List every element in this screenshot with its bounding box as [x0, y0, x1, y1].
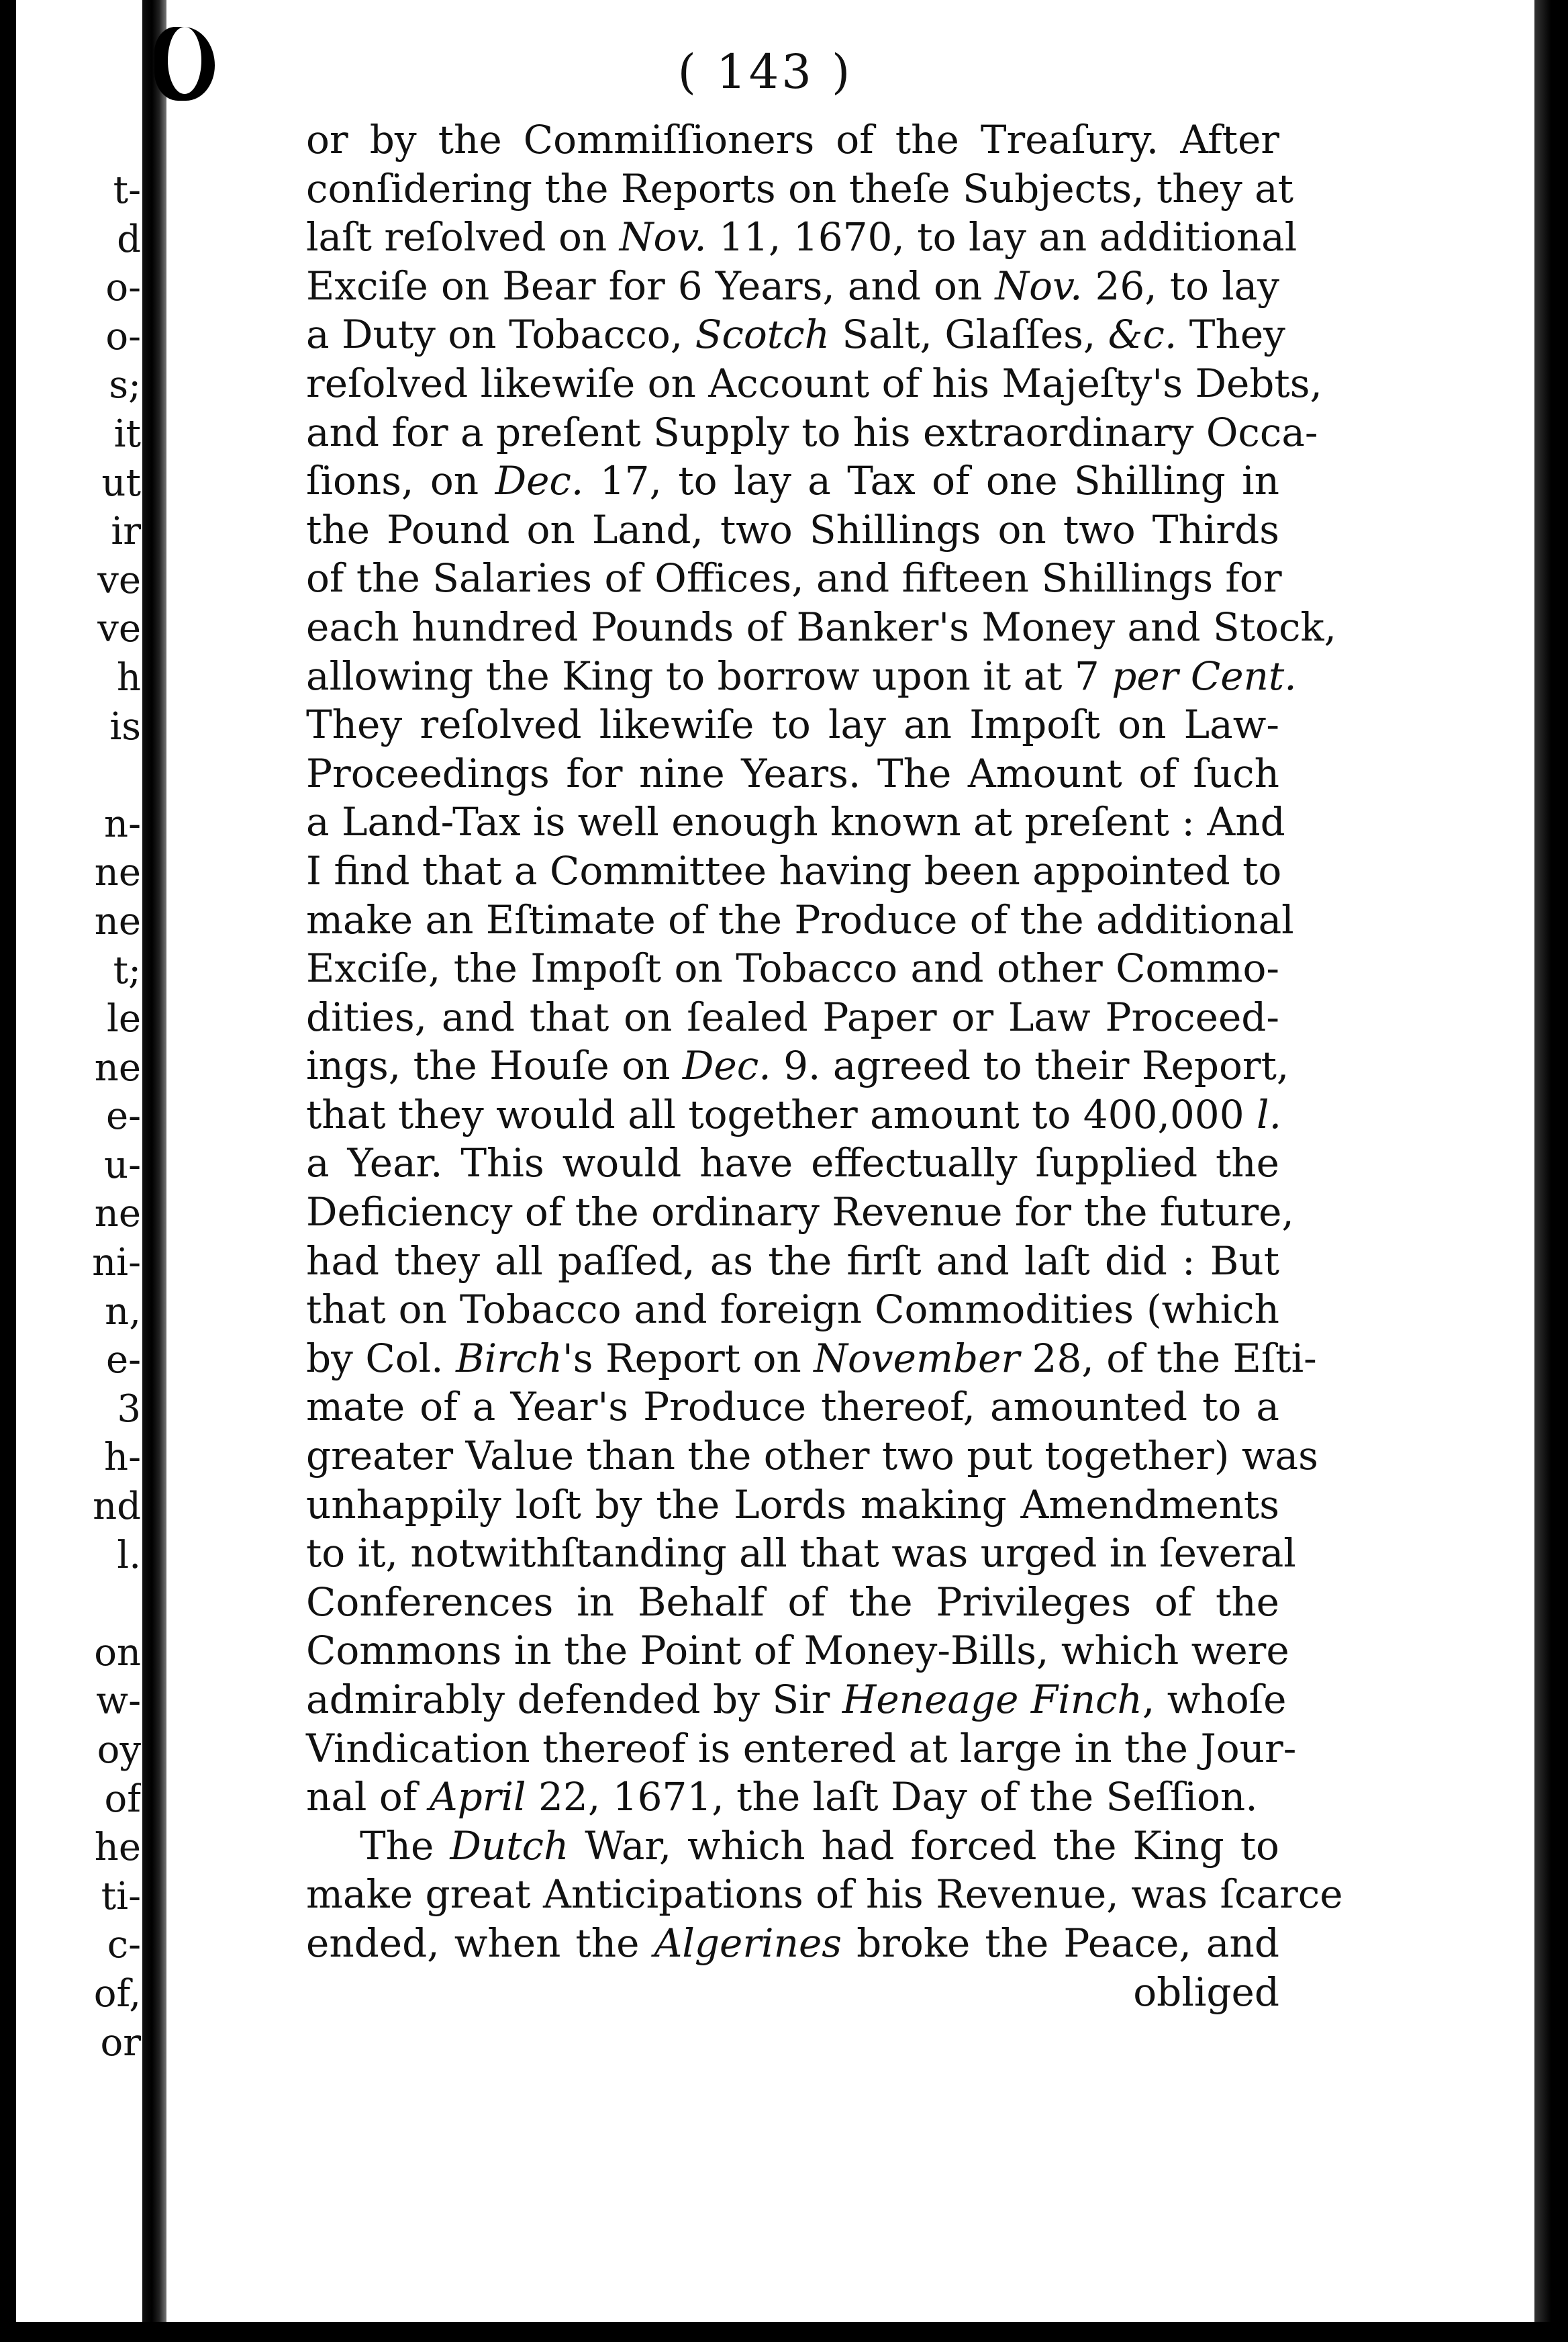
text-run: ings, the Houſe on	[306, 1043, 683, 1089]
text-line	[306, 847, 1282, 896]
text-run: mate of a Year's Produce thereof, amounted to a	[306, 1384, 1279, 1430]
fragment-line: he	[94, 1826, 141, 1870]
fragment-line: ir	[111, 510, 141, 554]
fragment-line: 3	[117, 1387, 141, 1431]
text-run: conſidering the Reports on theſe Subjects, they at	[306, 165, 1294, 212]
body-text	[306, 115, 1343, 2016]
scan-bottom-edge	[0, 2322, 1568, 2342]
fragment-line: ut	[101, 461, 141, 505]
text-line	[306, 1139, 1279, 1188]
text-run: They	[1177, 312, 1285, 358]
fragment-line: ni-	[92, 1241, 141, 1285]
text-run: laſt reſolved on	[306, 214, 620, 261]
text-run: that they would all together amount to 400,000	[306, 1091, 1257, 1137]
text-run: each hundred Pounds of Banker's Money and Stock,	[306, 604, 1337, 650]
text-line	[306, 165, 1294, 214]
text-run: of the Salaries of Offices, and fifteen Shillings for	[306, 555, 1282, 602]
text-line	[306, 1773, 1279, 1822]
fragment-line: e-	[105, 1338, 141, 1383]
scan-left-edge	[0, 0, 16, 2342]
italic-text: April	[429, 1774, 526, 1820]
text-run: admirably defended by Sir	[306, 1677, 842, 1722]
italic-text: Nov.	[995, 263, 1083, 309]
text-line	[306, 359, 1322, 408]
text-run: the Pound on Land, two Shillings on two Thirds	[306, 506, 1279, 553]
fragment-line: u-	[104, 1143, 141, 1187]
fragment-line: ti-	[101, 1874, 141, 1918]
italic-text: Algerines	[654, 1920, 842, 1966]
text-line	[306, 1237, 1279, 1286]
text-run: a Duty on Tobacco,	[306, 312, 695, 358]
text-line	[306, 896, 1294, 945]
text-line	[306, 1724, 1297, 1773]
scan-right-edge	[1534, 0, 1568, 2342]
text-run: 26, to lay	[1082, 263, 1279, 309]
text-run: make great Anticipations of his Revenue, was ſcarce	[306, 1871, 1343, 1918]
text-run: Exciſe on Bear for 6 Years, and on	[306, 263, 995, 309]
text-line	[306, 1870, 1343, 1919]
text-run: The	[360, 1822, 450, 1869]
text-line	[306, 1383, 1279, 1432]
text-line	[306, 1675, 1287, 1724]
text-run: and for a preſent Supply to his extraordinary Occa-	[306, 409, 1318, 455]
fragment-line: ne	[94, 1192, 141, 1236]
text-line	[306, 603, 1337, 652]
fragment-line: n-	[104, 802, 141, 846]
fragment-line: d	[117, 217, 141, 261]
fragment-line: le	[106, 997, 141, 1041]
text-run: obliged	[1133, 1969, 1279, 2015]
text-run: by Col.	[306, 1335, 456, 1381]
fragment-line	[20, 1580, 141, 1629]
text-run: Proceedings for nine Years. The Amount of ſuch	[306, 750, 1279, 796]
previous-page-fragment	[20, 167, 141, 2067]
text-run: greater Value than the other two put together) was	[306, 1433, 1318, 1479]
text-line	[306, 749, 1279, 798]
fragment-line: it	[113, 412, 141, 456]
italic-text: Nov.	[619, 214, 707, 261]
fragment-line: w-	[96, 1679, 141, 1724]
text-line	[306, 993, 1279, 1042]
text-run: War, which had forced the King to	[569, 1822, 1279, 1869]
fragment-line: ne	[94, 899, 141, 943]
text-line	[306, 944, 1279, 993]
text-run: nal of	[306, 1774, 430, 1820]
text-run: make an Eſtimate of the Produce of the additional	[306, 896, 1294, 943]
text-line	[306, 1188, 1294, 1237]
book-gutter	[142, 0, 166, 2342]
text-run: 17, to lay a Tax of one Shilling in	[583, 458, 1280, 504]
text-run: Conferences in Behalf of the Privileges of the	[306, 1579, 1279, 1625]
text-line	[306, 798, 1285, 847]
italic-text: Dec.	[682, 1043, 771, 1089]
text-run: 22, 1671, the laſt Day of the Seſſion.	[526, 1774, 1258, 1820]
text-line	[306, 1041, 1289, 1090]
text-line	[306, 506, 1279, 555]
text-line	[306, 1285, 1279, 1334]
text-line	[306, 1578, 1279, 1627]
text-line	[306, 457, 1279, 506]
text-run: or by the Commiſſioners of the Treaſury. After	[306, 117, 1279, 162]
text-line	[306, 262, 1279, 311]
italic-text: per Cent.	[1112, 653, 1297, 699]
text-run: 9. agreed to their Report,	[771, 1043, 1289, 1089]
text-line	[306, 1432, 1318, 1481]
text-line	[306, 1822, 1279, 1871]
italic-text: &c.	[1108, 312, 1177, 358]
text-run: 's Report on	[562, 1335, 814, 1381]
italic-text: November	[814, 1335, 1020, 1381]
text-run: Vindication thereof is entered at large in the Jour-	[306, 1725, 1297, 1771]
fragment-line: o-	[105, 266, 141, 310]
text-line	[306, 1626, 1289, 1675]
fragment-line: h-	[104, 1436, 141, 1480]
text-run: reſolved likewiſe on Account of his Majeſty's Debts,	[306, 360, 1322, 406]
text-run: ſions, on	[306, 458, 495, 504]
fragment-line: ve	[97, 558, 141, 602]
text-run: broke the Peace, and	[842, 1920, 1279, 1966]
text-run: Salt, Glaſſes,	[829, 312, 1108, 358]
text-line	[306, 1334, 1317, 1383]
fragment-line: o-	[105, 314, 141, 359]
fragment-line: l.	[117, 1533, 141, 1577]
text-run: Deficiency of the ordinary Revenue for the future,	[306, 1189, 1294, 1235]
text-line	[306, 213, 1297, 262]
text-line	[306, 1529, 1296, 1578]
page-number: ( 143 )	[677, 44, 853, 99]
text-run: a Year. This would have effectually ſupplied the	[306, 1140, 1279, 1186]
text-run: a Land-Tax is well enough known at preſent : And	[306, 799, 1285, 845]
text-run: 28, of the Eſti-	[1020, 1335, 1317, 1381]
text-run: allowing the King to borrow upon it at 7	[306, 653, 1112, 699]
fragment-line: nd	[93, 1485, 141, 1529]
text-run: to it, notwithſtanding all that was urged in ſeveral	[306, 1530, 1296, 1577]
text-line	[306, 1090, 1282, 1139]
fragment-line: or	[100, 2020, 141, 2065]
text-run: that on Tobacco and foreign Commodities (which	[306, 1286, 1279, 1333]
text-run: They reſolved likewiſe to lay an Impoſt on Law-	[306, 702, 1279, 748]
text-run: had they all paſſed, as the firſt and laſt did : But	[306, 1237, 1279, 1284]
catchword	[306, 1968, 1279, 2017]
fragment-line: ne	[94, 1045, 141, 1090]
fragment-line: s;	[109, 363, 141, 408]
scan-artifact	[168, 27, 201, 94]
fragment-line: on	[94, 1630, 141, 1675]
fragment-line: ve	[97, 607, 141, 651]
text-run: Exciſe, the Impoſt on Tobacco and other Commo-	[306, 945, 1279, 992]
text-run: , whoſe	[1142, 1677, 1287, 1722]
text-line	[306, 700, 1279, 749]
fragment-line: t-	[113, 169, 141, 212]
text-run: Commons in the Point of Money-Bills, which were	[306, 1628, 1289, 1674]
text-run: 11, 1670, to lay an additional	[706, 214, 1297, 261]
italic-text: Dutch	[450, 1822, 569, 1869]
italic-text: Dec.	[495, 458, 584, 504]
text-line	[306, 652, 1297, 701]
fragment-line: of,	[93, 1971, 141, 2016]
italic-text: Heneage Finch	[842, 1677, 1142, 1722]
fragment-line: c-	[107, 1923, 141, 1967]
fragment-line: ne	[94, 851, 141, 895]
fragment-line	[20, 751, 141, 800]
text-run: ended, when the	[306, 1920, 654, 1966]
italic-text: Scotch	[695, 312, 830, 358]
text-run: I find that a Committee having been appointed to	[306, 847, 1282, 894]
text-line	[306, 1481, 1279, 1530]
text-run: dities, and that on ſealed Paper or Law Proceed-	[306, 994, 1279, 1040]
fragment-line: oy	[97, 1728, 141, 1772]
fragment-line: of	[104, 1777, 141, 1821]
italic-text: l.	[1257, 1091, 1282, 1137]
text-line	[306, 310, 1285, 359]
text-line	[306, 554, 1282, 603]
fragment-line: n,	[105, 1289, 141, 1333]
fragment-line: is	[109, 704, 141, 749]
fragment-line: h	[116, 655, 141, 700]
italic-text: Birch	[456, 1335, 562, 1381]
text-line	[306, 115, 1279, 165]
text-line	[306, 1919, 1279, 1968]
fragment-line: e-	[105, 1094, 141, 1139]
fragment-line: t;	[113, 948, 141, 992]
text-run: unhappily loſt by the Lords making Amendments	[306, 1481, 1279, 1528]
text-line	[306, 408, 1318, 457]
